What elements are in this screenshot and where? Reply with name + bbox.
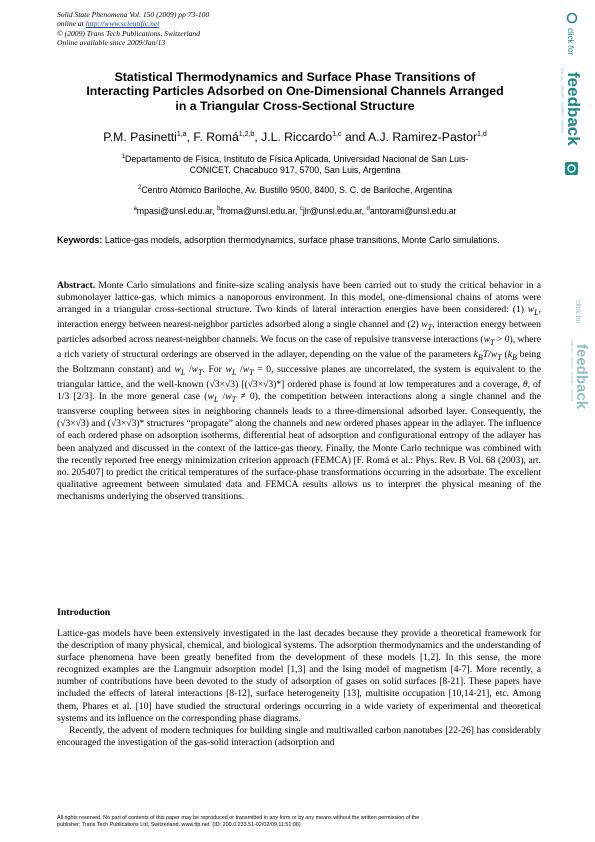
abstract-var — [225, 364, 237, 378]
email-sup: c — [299, 206, 303, 212]
author-sep: and — [341, 130, 368, 144]
email: jlr@unsl.edu.ar, — [302, 205, 367, 216]
author-sep: , — [186, 130, 194, 144]
author-sup: 1,c — [332, 130, 342, 138]
affiliation-1-line-1 — [40, 152, 550, 165]
title-line-3: in a Triangular Cross-Sectional Structure — [175, 98, 415, 113]
email: antorami@unsl.edu.ar — [369, 205, 457, 216]
var-theta: θ — [522, 379, 528, 391]
var-w: w — [483, 334, 490, 346]
feedback-side-click-for: click for — [574, 300, 581, 324]
feedback-small-text: CONTACT · REPORT · CORRECT · REVIEW — [560, 68, 564, 134]
var-sub: T — [198, 368, 203, 378]
author-sup: 1,d — [477, 130, 487, 138]
paper-title — [40, 70, 550, 113]
affiliation-2 — [40, 183, 550, 196]
var-w: w — [225, 364, 232, 376]
email: froma@unsl.edu.ar, — [220, 205, 300, 216]
affiliation-sup: 1 — [121, 154, 126, 160]
var-text: T/ — [482, 349, 491, 361]
author-sup: 1,a — [176, 130, 187, 138]
affiliation-1 — [40, 152, 550, 177]
feedback-side-small-text: CONTACT · REPORT · CORRECT · REVIEW — [570, 340, 574, 402]
abstract-text: / — [218, 391, 226, 403]
email-sup: d — [366, 206, 370, 212]
copyright-line: © (2009) Trans Tech Publications, Switzerland — [57, 28, 201, 38]
var-w: w — [527, 304, 535, 316]
abstract-var — [473, 349, 502, 363]
footer-line-1: All rights reserved. No part of contents of this paper may be reproduced or transmitted in any form or by any means without the written permission of the — [57, 815, 420, 821]
available-since-line: Online available since 2009/Jan/13 — [57, 38, 166, 48]
feedback-logo-icon — [565, 162, 578, 175]
affiliation-sup: 2 — [137, 185, 142, 191]
abstract-text: / — [236, 364, 243, 376]
abstract-var — [507, 349, 517, 363]
abstract-var — [242, 364, 254, 378]
abstract-var — [191, 364, 203, 378]
introduction-heading: Introduction — [57, 607, 111, 618]
title-line-1: Statistical Thermodynamics and Surface Phase Transitions of — [114, 70, 476, 84]
abstract — [57, 280, 541, 503]
author — [368, 130, 487, 144]
keywords-label: Keywords: — [57, 235, 103, 245]
feedback-side-text: feedback — [573, 344, 590, 410]
feedback-banner[interactable] — [558, 10, 586, 190]
var-sub: L — [534, 308, 539, 318]
var-w: w — [225, 391, 232, 403]
author-name: P.M. Pasinetti — [103, 130, 177, 144]
footer-line-2: publisher: Trans Tech Publications Ltd, Switzerland, www.ttp.net. (ID: 200.0.233.51-02/02/09,11:51:06) — [57, 821, 301, 828]
abstract-var — [527, 304, 539, 318]
var-k: k — [507, 349, 512, 361]
author — [193, 130, 261, 144]
abstract-text: / — [185, 364, 192, 376]
abstract-text: ( — [501, 349, 508, 361]
var-w: w — [490, 349, 498, 361]
intro-paragraph-2: Recently, the advent of modern techniques for building single and multiwalled carbon nanotubes [22-26] has considerably encouraged the investigation of the gas-solid interaction (adsorption and — [57, 724, 541, 748]
author — [103, 130, 193, 144]
online-line: online at http://www.scientific.net — [57, 19, 160, 29]
author-name: J.L. Riccardo — [261, 130, 333, 144]
intro-paragraph-1: Lattice-gas models have been extensively investigated in the last decades because they provide a theoretical framework for the description of many physical, chemical, and biological systems. The adsorption thermodynamics and the understanding of surface phenomena have been greatly benefited from the development of these models [1,2]. In this sense, the more recognized examples are the Langmuir adsorption model [1,3] and the Ising model of magnetism [4-7]. More recently, a number of contributions have been devoted to the study of adsorption of gases on solid surfaces [8-21]. These papers have included the effects of lateral interactions [8-12], surface heterogeneity [13], multisite occupation [10,14-21], etc. Among them, Phares et al. [10] have studied the structural orderings occurring in a wide variety of experimental and theoretical systems and its influence on the corresponding phase diagrams. — [57, 628, 541, 724]
author-sup: 1,2,b — [238, 130, 255, 138]
affiliation-text: Departamento de Física, Instituto de Física Aplicada, Universidad Nacional de San Luis- — [125, 153, 469, 164]
keywords — [57, 235, 541, 247]
click-for-text: click for — [566, 28, 575, 56]
email: mpasi@unsl.edu.ar, — [136, 205, 218, 216]
var-w: w — [191, 364, 199, 376]
journal-header — [57, 10, 209, 48]
abstract-text: = 0, successive planes are uncorrelated, the system is equivalent to the triangular lattice, and the well-known (√3×√3) [(√3×√3)*] ordered phase is found at low temperatures and a coverage, — [57, 364, 541, 391]
abstract-text: , interaction energy between particles adsorbed across nearest-neighbor channels. We focus on the case of repulsive transverse interactions ( — [57, 319, 541, 346]
feedback-text: feedback — [564, 72, 583, 146]
abstract-text: , of 1/3 [2/3]. In the more general case ( — [57, 379, 541, 403]
abstract-var — [483, 334, 495, 348]
abstract-var — [207, 391, 219, 405]
feedback-swirl-icon — [568, 14, 577, 23]
var-sub: B — [511, 353, 517, 363]
var-sub: T — [249, 368, 254, 378]
title-line-2: Interacting Particles Adsorbed on One-Dimensional Channels Arranged — [86, 84, 504, 99]
abstract-text: . For — [202, 364, 226, 376]
abstract-label: Abstract. — [57, 280, 96, 291]
author-sep: , — [254, 130, 262, 144]
email-sup: a — [133, 206, 137, 212]
abstract-text: > 0), where a rich variety of structural orderings are observed in the adlayer, depending on the value of the parameters — [57, 334, 541, 361]
abstract-var — [174, 364, 186, 378]
abstract-var — [225, 391, 237, 405]
var-sub: L — [231, 368, 237, 378]
var-sub: L — [213, 395, 219, 405]
scientific-net-link[interactable]: http://www.scientific.net — [85, 19, 160, 29]
var-w: w — [207, 391, 214, 403]
var-sub: B — [477, 353, 483, 363]
abstract-text: ≠ 0), the competition between interactions along a single channel and the transverse coupling between sites in neighboring channels leads to a three-dimensional adsorbed layer. Consequently, the (√3×√3) and (√3×√3)* structures “propagate” along the channels and new ordered phases appear in the adlayer. The influence of each ordered phase on adsorption isotherms, differential heat of adsorption and configurational entropy of the adlayer has been analyzed and discussed in the context of the lattice-gas theory. Finally, the Monte Carlo technique was combined with the recently reported free energy minimization criterion approach (FEMCA) [F. Romá et al.: Phys. Rev. B Vol. 68 (2003), art. no. 205407] to predict the critical temperatures of the surface-phase transformations occurring in the adsorbate. The excellent qualitative agreement between simulated data and FEMCA results allows us to interpret the physical meaning of the mechanisms underlying the observed transitions. — [57, 391, 541, 502]
author-name: A.J. Ramirez-Pastor — [368, 130, 478, 144]
abstract-text: Monte Carlo simulations and finite-size scaling analysis have been carried out to study the critical behavior in a submonolayer lattice-gas, which mimics a nanoporous environment. In this model, one-dimensional chains of atoms were arranged in a triangular cross-sectional structure. Two kinds of lateral interaction energies have been considered: (1) — [57, 280, 541, 316]
var-w: w — [242, 364, 250, 376]
introduction-body — [57, 628, 541, 749]
var-sub: T — [231, 395, 237, 405]
feedback-side-strip[interactable] — [569, 300, 591, 680]
affiliation-text: Centro Atómico Bariloche, Av. Bustillo 9500, 8400, S. C. de Bariloche, Argentina — [141, 184, 453, 195]
abstract-var — [421, 319, 433, 333]
affiliation-1-line-2: CONICET, Chacabuco 917, 5700, San Luis, Argentina — [189, 165, 401, 176]
var-sub: T — [497, 353, 502, 363]
var-w: w — [421, 319, 428, 331]
keywords-text: Lattice-gas models, adsorption thermodynamics, surface phase transitions, Monte Carlo simulations. — [102, 235, 500, 245]
author-list — [40, 130, 550, 144]
copyright-footer — [57, 815, 541, 828]
journal-citation: Solid State Phenomena Vol. 150 (2009) pp 73-100 — [57, 10, 210, 19]
var-sub: L — [180, 368, 186, 378]
author — [261, 130, 368, 144]
var-sub: T — [427, 323, 433, 333]
abstract-text: , interaction energy between nearest-neighbor particles adsorbed along a single channel and (2) — [57, 304, 541, 331]
abstract-text: being the Boltzmann constant) and — [57, 349, 541, 376]
var-k: k — [473, 349, 478, 361]
email-sup: b — [217, 206, 221, 212]
author-emails — [40, 204, 550, 217]
var-sub: T — [490, 338, 495, 348]
var-w: w — [174, 364, 181, 376]
author-name: F. Romá — [193, 130, 239, 144]
